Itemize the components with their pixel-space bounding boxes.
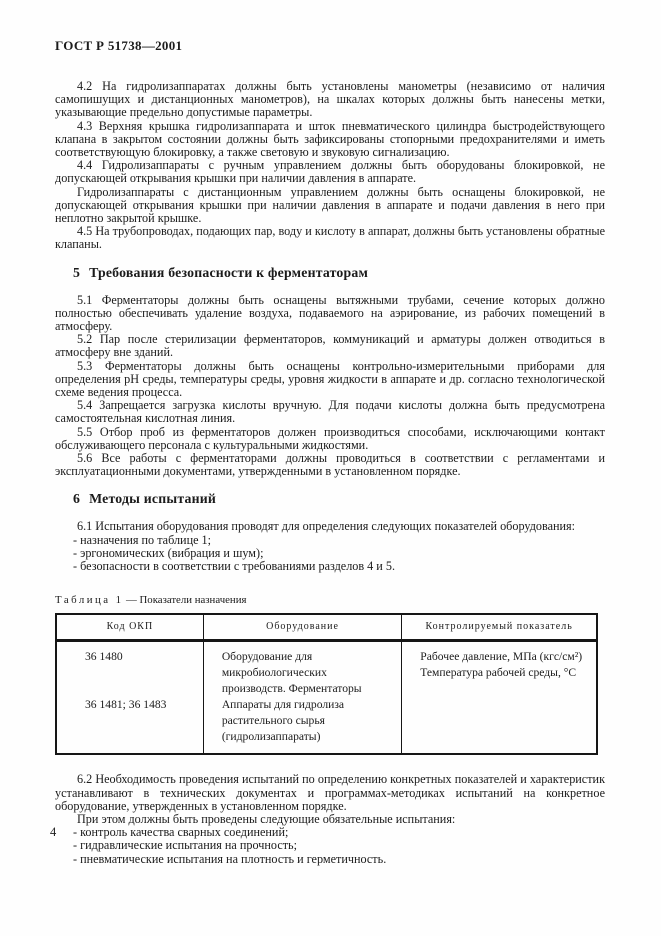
cell-indicator <box>402 697 597 754</box>
cell-okp-code: 36 1480 <box>85 650 123 664</box>
table-header-row <box>56 614 597 641</box>
indicator-line: Температура рабочей среды, °С <box>420 666 577 680</box>
table-caption-word: Таблица <box>55 594 111 607</box>
paragraph-5-2: 5.2 Пар после стерилизации ферментаторов, коммуникаций и арматуры должен отводиться в атмосферу вне зданий. <box>55 332 605 360</box>
page-content <box>55 38 605 866</box>
list-item: - эргономических (вибрация и шум); <box>73 545 264 560</box>
paragraph-4-4: 4.4 Гидролизаппараты с ручным управлением должны быть оборудованы блокировкой, не допускающей открывания крышки при наличии давления в аппарате. <box>55 158 605 186</box>
paragraph-5-1: 5.1 Ферментаторы должны быть оснащены вытяжными трубами, сечение которых должно полностью обеспечивать удаление воздуха, подаваемого на аэрирование, из рабочих помещений в атмосферу. <box>55 292 605 334</box>
running-header: ГОСТ Р 51738—2001 <box>55 38 183 53</box>
list-item: - назначения по таблице 1; <box>73 532 212 547</box>
column-header-indicator: Контролируемый показатель <box>402 614 597 641</box>
paragraph-6-2-continued: При этом должны быть проведены следующие обязательные испытания: <box>77 811 456 826</box>
table-row <box>56 697 597 754</box>
column-header-equipment: Оборудование <box>203 614 401 641</box>
table-row <box>56 641 597 698</box>
cell-equipment: Аппараты для гидролиза растительного сырья (гидролизаппараты) <box>203 697 401 754</box>
section-5-title: Требования безопасности к ферментаторам <box>89 264 369 280</box>
table-1 <box>55 613 598 755</box>
column-header-okp-code: Код ОКП <box>56 614 203 641</box>
paragraph-6-2: 6.2 Необходимость проведения испытаний по определению конкретных показателей и характеристик устанавливают в технических документах и программах-методиках испытаний на конкретное оборудование, утвержденных в установленном порядке. <box>55 772 605 813</box>
paragraph-4-3: 4.3 Верхняя крышка гидролизаппарата и шток пневматического цилиндра быстродействующего клапана в закрытом состоянии должны быть зафиксированы стопорными предохранителями и иметь соответствующую блокировку, а также световую и звуковую сигнализацию. <box>55 118 605 160</box>
table-caption <box>55 594 605 606</box>
paragraph-5-5: 5.5 Отбор проб из ферментаторов должен производиться способами, исключающими контакт обслуживающего персонала с культуральными жидкостями. <box>55 424 605 452</box>
paragraph-4-5: 4.5 На трубопроводах, подающих пар, воду и кислоту в аппарат, должны быть установлены обратные клапаны. <box>55 224 605 252</box>
list-item: - гидравлические испытания на прочность; <box>73 838 298 853</box>
indicator-line: Рабочее давление, МПа (кгс/см²) <box>420 650 583 664</box>
list-item: - пневматические испытания на плотность и герметичность. <box>73 851 387 866</box>
cell-indicator <box>402 641 597 698</box>
section-6-number: 6 <box>73 491 81 507</box>
section-6-title: Методы испытаний <box>89 491 217 507</box>
section-5-number: 5 <box>73 264 81 280</box>
section-6-heading <box>55 491 605 507</box>
list-item: - контроль качества сварных соединений; <box>73 825 289 840</box>
cell-equipment: Оборудование для микробиологических производств. Ферментаторы <box>203 641 401 698</box>
cell-okp-code: 36 1481; 36 1483 <box>85 698 167 712</box>
paragraph-5-4: 5.4 Запрещается загрузка кислоты вручную. Для подачи кислоты должна быть предусмотрена самостоятельная кислотная линия. <box>55 398 605 426</box>
page-number: 4 <box>50 825 57 839</box>
section-5-heading <box>55 265 605 281</box>
paragraph-5-6: 5.6 Все работы с ферментаторами должны проводиться в соответствии с регламентами и эксплуатационными документами, утвержденными в установленном порядке. <box>55 451 605 479</box>
paragraph-5-3: 5.3 Ферментаторы должны быть оснащены контрольно-измерительными приборами для определения pH среды, температуры среды, уровня жидкости в аппарате и др. согласно технологической схеме ведения процесса. <box>55 358 605 400</box>
paragraph-4-4-continued: Гидролизаппараты с дистанционным управлением должны быть оснащены блокировкой, не допускающей открывания крышки при наличии давления в аппарате и подачи давления в него при неплотно закрытой крышке. <box>55 184 605 226</box>
list-item: - безопасности в соответствии с требованиями разделов 4 и 5. <box>73 559 396 574</box>
table-caption-title: — Показатели назначения <box>126 594 247 607</box>
table-caption-number: 1 <box>115 594 121 607</box>
paragraph-4-2: 4.2 На гидролизаппаратах должны быть установлены манометры (независимо от наличия самопишущих и дистанционных манометров), на шкалах которых должны быть нанесены метки, указывающие предельно допустимые параметры. <box>55 79 605 120</box>
paragraph-6-1: 6.1 Испытания оборудования проводят для определения следующих показателей оборудования: <box>77 519 576 534</box>
